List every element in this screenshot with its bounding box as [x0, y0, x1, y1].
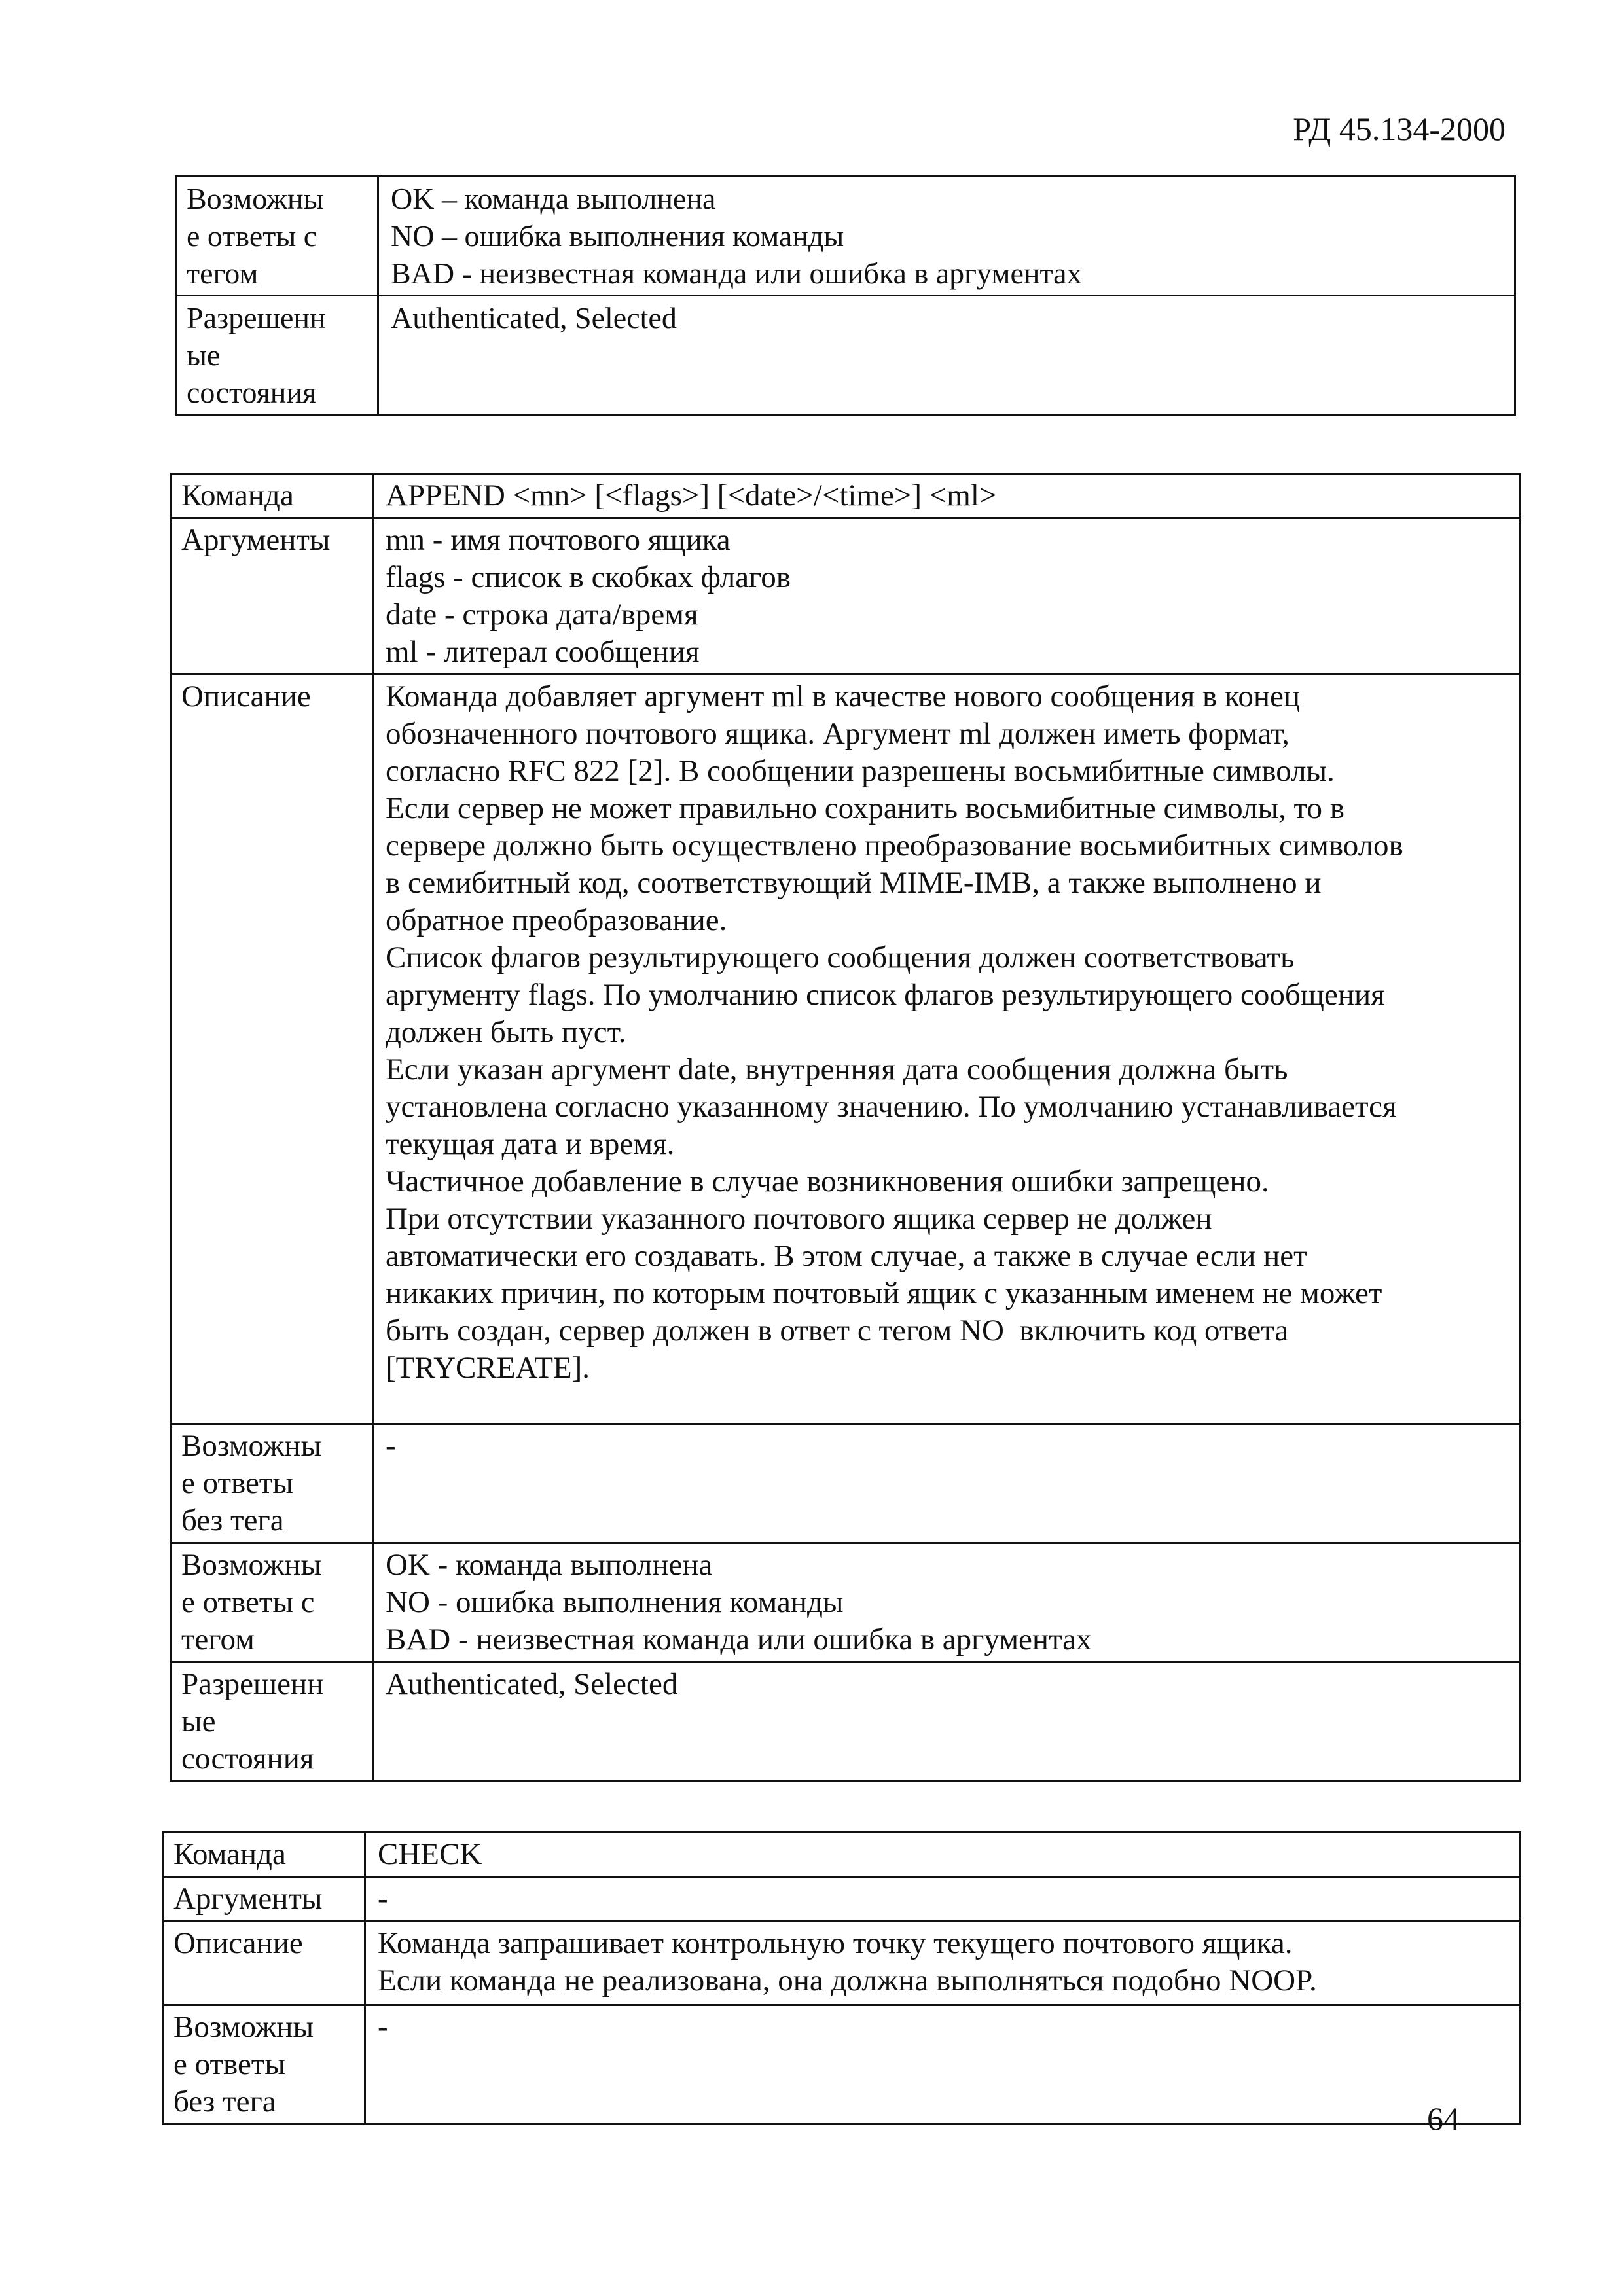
- label-line: без тега: [173, 2085, 276, 2119]
- row-description: [171, 675, 1521, 1424]
- label-line: Разрешенн: [181, 1667, 324, 1701]
- row-untagged-responses: [164, 2005, 1521, 2125]
- description-line: текущая дата и время.: [386, 1127, 675, 1161]
- description-line: Если указан аргумент date, внутренняя дата сообщения должна быть: [386, 1052, 1288, 1086]
- description-line: сервере должно быть осуществлено преобразование восьмибитных символов: [386, 829, 1403, 863]
- label-command: Команда: [171, 474, 373, 518]
- value-allowed-states: Authenticated, Selected: [373, 1662, 1521, 1782]
- value-command: APPEND <mn> [<flags>] [<date>/<time>] <ml>: [373, 474, 1521, 518]
- description-line: автоматически его создавать. В этом случае, а также в случае если нет: [386, 1239, 1307, 1273]
- description-line: При отсутствии указанного почтового ящика сервер не должен: [386, 1202, 1212, 1236]
- description-line: установлена согласно указанному значению. По умолчанию устанавливается: [386, 1090, 1397, 1124]
- label-allowed-states: [171, 1662, 373, 1782]
- description-line: [TRYCREATE].: [386, 1351, 590, 1385]
- row-command: [164, 1833, 1521, 1877]
- value-arguments: [373, 518, 1521, 675]
- label-tagged-responses: [171, 1543, 373, 1662]
- label-arguments: Аргументы: [164, 1877, 365, 1922]
- table-previous-command-continuation: [175, 175, 1516, 416]
- value-description: [365, 1922, 1521, 2005]
- description-line: должен быть пуст.: [386, 1015, 626, 1049]
- value-tagged-responses: [378, 177, 1515, 296]
- label-tagged-responses: [177, 177, 378, 296]
- argument-line: mn - имя почтового ящика: [386, 523, 731, 557]
- label-line: Разрешенн: [187, 301, 326, 334]
- label-line: состояния: [181, 1742, 314, 1776]
- response-ok: OK - команда выполнена: [386, 1548, 713, 1582]
- label-line: е ответы: [173, 2047, 285, 2081]
- label-line: состояния: [187, 376, 317, 409]
- label-untagged-responses: [171, 1424, 373, 1543]
- label-line: без тега: [181, 1503, 284, 1537]
- table-check-command: [162, 1831, 1521, 2125]
- label-description: Описание: [164, 1922, 365, 2005]
- value-untagged-responses: -: [365, 2005, 1521, 2125]
- argument-line: ml - литерал сообщения: [386, 635, 700, 669]
- row-description: [164, 1922, 1521, 2005]
- label-line: Возможны: [181, 1548, 322, 1582]
- page-header-doc-id: РД 45.134-2000: [1293, 111, 1506, 147]
- description-line: Если сервер не может правильно сохранить восьмибитные символы, то в: [386, 791, 1344, 825]
- description-line: Частичное добавление в случае возникновения ошибки запрещено.: [386, 1164, 1269, 1198]
- description-line: обратное преобразование.: [386, 903, 727, 937]
- allowed-states-text: Authenticated, Selected: [391, 301, 677, 334]
- label-line: Возможны: [187, 182, 324, 215]
- row-arguments: [171, 518, 1521, 675]
- argument-line: date - строка дата/время: [386, 598, 698, 632]
- label-arguments: Аргументы: [171, 518, 373, 675]
- value-tagged-responses: [373, 1543, 1521, 1662]
- row-untagged-responses: [171, 1424, 1521, 1543]
- label-line: е ответы: [181, 1466, 293, 1500]
- label-line: Возможны: [181, 1429, 322, 1463]
- label-line: тегом: [187, 257, 259, 290]
- label-line: тегом: [181, 1623, 255, 1657]
- label-description: Описание: [171, 675, 373, 1424]
- description-line: Команда добавляет аргумент ml в качестве нового сообщения в конец: [386, 679, 1301, 713]
- table-append-command: [170, 473, 1521, 1782]
- value-untagged-responses: -: [373, 1424, 1521, 1543]
- description-line: согласно RFC 822 [2]. В сообщении разрешены восьмибитные символы.: [386, 754, 1335, 788]
- description-line: Команда запрашивает контрольную точку текущего почтового ящика.: [378, 1926, 1293, 1960]
- label-command: Команда: [164, 1833, 365, 1877]
- row-command: [171, 474, 1521, 518]
- value-arguments: -: [365, 1877, 1521, 1922]
- description-line: аргументу flags. По умолчанию список флагов результирующего сообщения: [386, 978, 1385, 1012]
- description-line: в семибитный код, соответствующий MIME-IMB, а также выполнено и: [386, 866, 1322, 900]
- response-no: NO - ошибка выполнения команды: [386, 1585, 844, 1619]
- row-allowed-states: [177, 296, 1515, 415]
- description-line: обозначенного почтового ящика. Аргумент ml должен иметь формат,: [386, 717, 1290, 751]
- label-line: Возможны: [173, 2010, 314, 2044]
- response-ok: OK – команда выполнена: [391, 182, 716, 215]
- label-line: е ответы с: [181, 1585, 315, 1619]
- response-bad: BAD - неизвестная команда или ошибка в аргументах: [391, 257, 1082, 290]
- response-no: NO – ошибка выполнения команды: [391, 219, 844, 253]
- label-line: ые: [181, 1704, 216, 1738]
- response-bad: BAD - неизвестная команда или ошибка в аргументах: [386, 1623, 1092, 1657]
- row-arguments: [164, 1877, 1521, 1922]
- label-untagged-responses: [164, 2005, 365, 2125]
- label-line: е ответы с: [187, 219, 317, 253]
- row-tagged-responses: [177, 177, 1515, 296]
- description-line: Если команда не реализована, она должна выполняться подобно NOOP.: [378, 1964, 1317, 1998]
- row-allowed-states: [171, 1662, 1521, 1782]
- value-command: CHECK: [365, 1833, 1521, 1877]
- value-description: [373, 675, 1521, 1424]
- description-line: никаких причин, по которым почтовый ящик с указанным именем не может: [386, 1276, 1382, 1310]
- label-allowed-states: [177, 296, 378, 415]
- value-allowed-states: [378, 296, 1515, 415]
- page-number: 64: [1427, 2100, 1460, 2137]
- row-tagged-responses: [171, 1543, 1521, 1662]
- argument-line: flags - список в скобках флагов: [386, 560, 791, 594]
- description-line: Список флагов результирующего сообщения должен соответствовать: [386, 941, 1295, 975]
- label-line: ые: [187, 338, 221, 372]
- description-line: быть создан, сервер должен в ответ с тегом NO включить код ответа: [386, 1314, 1289, 1348]
